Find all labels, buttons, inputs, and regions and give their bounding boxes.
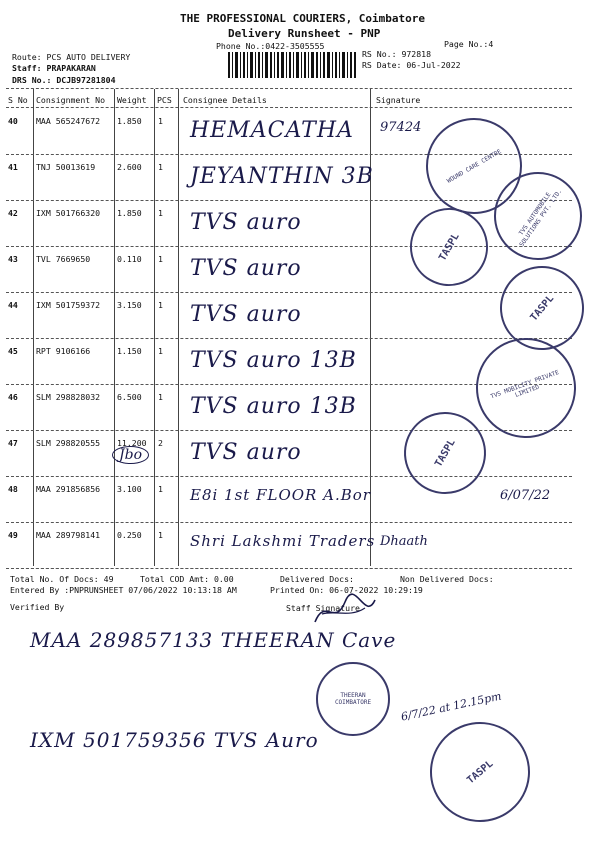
table-header-rule [6,107,572,108]
col-consignee: Consignee Details [183,95,267,105]
total-cod: Total COD Amt: 0.00 [140,574,234,584]
row-consignee-handwriting: TVS auro [190,440,302,465]
row-consignment-no: MAA 289798141 [36,530,101,540]
row-sno: 46 [8,392,18,402]
row-pcs: 1 [158,254,163,264]
theeran-stamp [316,662,390,736]
handwritten-note-1: MAA 289857133 THEERAN Cave [30,628,397,652]
row-consignment-no: MAA 291856856 [36,484,101,494]
rs-no-label: RS No.: [362,49,397,59]
row-consignee-handwriting: TVS auro [190,256,302,281]
staff-signature-scribble [310,592,380,632]
row-signature: Dhaath [380,534,428,549]
row-signature: 6/07/22 [500,488,551,503]
row-divider [6,430,572,431]
col-divider [33,89,34,566]
handwritten-date-note: 6/7/22 at 12.15pm [399,689,503,724]
col-weight: Weight [117,95,147,105]
row47-handwritten-note: Jbo [112,446,149,464]
route-value: PCS AUTO DELIVERY [46,52,131,62]
row-consignment-no: MAA 565247672 [36,116,101,126]
barcode [228,52,356,78]
non-delivered-docs: Non Delivered Docs: [400,574,494,584]
row-divider [6,476,572,477]
route-label: Route: [12,52,42,62]
row-weight: 1.850 [117,208,142,218]
stamp-text: TVS MOBILITY PRIVATE LIMITED [489,369,560,401]
row-sno: 42 [8,208,18,218]
row-pcs: 2 [158,438,163,448]
row-divider [6,292,572,293]
table-top-rule [6,88,572,89]
staff-value: PRAPAKARAN [46,63,96,73]
row-weight: 3.100 [117,484,142,494]
row-weight: 1.850 [117,116,142,126]
col-sno: S No [8,95,28,105]
row-consignee-handwriting: Shri Lakshmi Traders [190,532,376,550]
drs-row [12,75,116,85]
handwritten-note-2: IXM 501759356 TVS Auro [30,728,319,752]
rs-date-row [362,60,461,70]
rs-no-value: 972818 [401,49,432,59]
table-bottom-rule [6,568,572,569]
document-title: Delivery Runsheet - PNP [228,27,381,40]
row-consignee-handwriting: TVS auro [190,302,302,327]
row-sno: 44 [8,300,18,310]
rs-date-label: RS Date: [362,60,402,70]
row-consignment-no: TNJ 50013619 [36,162,96,172]
col-consignment: Consignment No [36,95,106,105]
row-weight: 11.200 [117,438,147,448]
staff-signature-label: Staff Signature [286,603,360,613]
stamp-text: TASPL [464,758,496,786]
page-number: Page No.:4 [444,39,494,49]
row-pcs: 1 [158,484,163,494]
stamp-line: COIMBATORE [334,699,372,706]
row-pcs: 1 [158,346,163,356]
row-pcs: 1 [158,530,163,540]
row-sno: 48 [8,484,18,494]
row-signature: 97424 [380,120,422,135]
stamp-text: WOUND CARE CENTRE [445,147,503,185]
stamp-line: THEERAN [340,692,366,699]
row-consignee-handwriting: TVS auro 13B [190,394,357,419]
rs-date-value: 06-Jul-2022 [406,60,461,70]
row-sno: 49 [8,530,18,540]
row-divider [6,338,572,339]
drs-value: DCJB97281804 [56,75,116,85]
row-divider [6,522,572,523]
row-weight: 1.150 [117,346,142,356]
verified-by: Verified By [10,602,65,612]
row-weight: 0.110 [117,254,142,264]
row-consignee-handwriting: JEYANTHIN 3B [190,164,374,189]
row-weight: 6.500 [117,392,142,402]
row-consignment-no: RPT 9106166 [36,346,91,356]
row-consignment-no: IXM 501759372 [36,300,101,310]
row-sno: 41 [8,162,18,172]
delivered-docs: Delivered Docs: [280,574,354,584]
row-consignee-handwriting: E8i 1st FLOOR A.Bor [190,486,371,504]
entered-by: Entered By :PNPRUNSHEET 07/06/2022 10:13:18 AM [10,585,237,595]
row-weight: 2.600 [117,162,142,172]
row-consignment-no: TVL 7669650 [36,254,91,264]
row-consignment-no: SLM 298820555 [36,438,101,448]
row-weight: 3.150 [117,300,142,310]
row-weight: 0.250 [117,530,142,540]
total-docs: Total No. Of Docs: 49 [10,574,114,584]
col-divider [178,89,179,566]
company-name: THE PROFESSIONAL COURIERS, Coimbatore [180,12,426,25]
col-divider [154,89,155,566]
row-pcs: 1 [158,162,163,172]
staff-label: Staff: [12,63,42,73]
row-sno: 47 [8,438,18,448]
printed-on: Printed On: 06-07-2022 10:29:19 [270,585,423,595]
row-consignee-handwriting: HEMACATHA [190,118,354,143]
row-pcs: 1 [158,208,163,218]
stamp-text: TASPL [432,437,458,469]
col-signature: Signature [376,95,421,105]
row-consignment-no: SLM 298828032 [36,392,101,402]
stamp-text: TVS AUTOMOBILE SOLUTIONS PVT. LTD. [517,187,564,249]
row-pcs: 1 [158,300,163,310]
phone-number: Phone No.:0422-3505555 [216,41,325,51]
rs-no-row [362,49,431,59]
stamp-text [335,692,371,706]
drs-label: DRS No.: [12,75,52,85]
stamp-text: TASPL [528,292,556,324]
row-consignee-handwriting: TVS auro 13B [190,348,357,373]
col-pcs: PCS [157,95,172,105]
row-pcs: 1 [158,116,163,126]
row-consignee-handwriting: TVS auro [190,210,302,235]
tvs-auto-stamp [410,702,551,842]
row-consignment-no: IXM 501766320 [36,208,101,218]
stamp-text: TASPL [436,231,462,263]
row-pcs: 1 [158,392,163,402]
row-sno: 40 [8,116,18,126]
col-divider [114,89,115,566]
row-sno: 43 [8,254,18,264]
row-sno: 45 [8,346,18,356]
route-row [12,52,130,62]
staff-row [12,63,96,73]
